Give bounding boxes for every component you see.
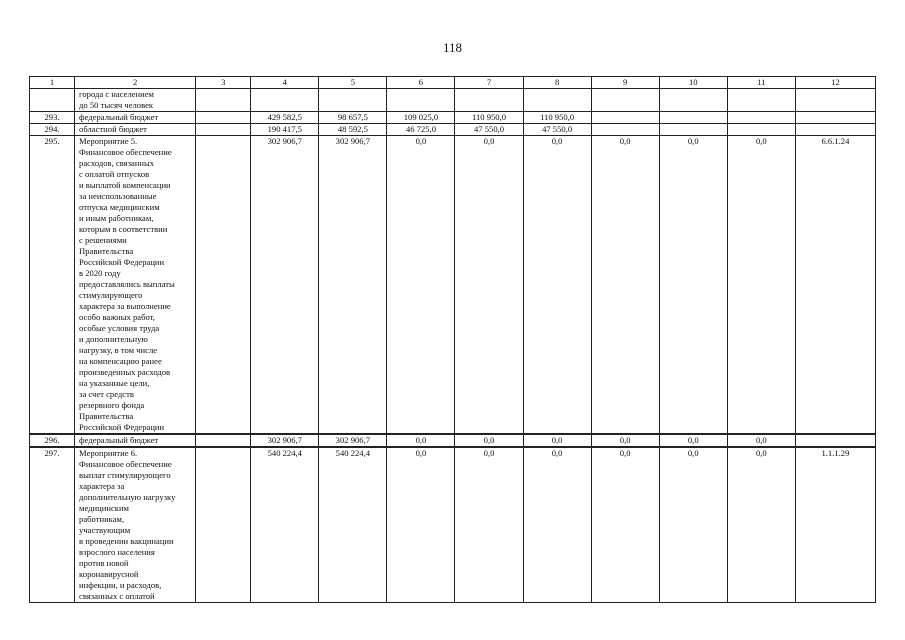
column-header: 3 [196, 77, 251, 89]
column-header: 6 [387, 77, 455, 89]
cell-col12 [795, 112, 875, 124]
cell-col8: 0,0 [523, 136, 591, 435]
table-row [30, 434, 876, 447]
cell-col8: 0,0 [523, 447, 591, 603]
row-description: Мероприятие 6. Финансовое обеспечение выплат стимулирующего характера за дополнительную нагрузку медицинским работникам, участвующим в проведении вакцинации взрослого населения против новой коронавирусной инфекции, и расходов, связанных с оплатой [75, 447, 196, 603]
budget-table [29, 76, 876, 603]
row-description: областной бюджет [75, 124, 196, 136]
cell-col10 [659, 89, 727, 112]
cell-col9: 0,0 [591, 434, 659, 447]
cell-col5: 302 906,7 [319, 434, 387, 447]
cell-col5: 98 657,5 [319, 112, 387, 124]
cell-col7: 0,0 [455, 447, 523, 603]
cell-col4: 429 582,5 [251, 112, 319, 124]
cell-col5: 48 592,5 [319, 124, 387, 136]
table-row [30, 89, 876, 112]
cell-col9 [591, 89, 659, 112]
cell-col12 [795, 124, 875, 136]
cell-col8: 0,0 [523, 434, 591, 447]
row-description: города с населением до 50 тысяч человек [75, 89, 196, 112]
cell-col5 [319, 89, 387, 112]
cell-col10 [659, 124, 727, 136]
cell-col5: 302 906,7 [319, 136, 387, 435]
cell-col9: 0,0 [591, 447, 659, 603]
column-header: 11 [727, 77, 795, 89]
row-number [30, 89, 75, 112]
column-header: 10 [659, 77, 727, 89]
cell-col10 [659, 112, 727, 124]
row-number: 297. [30, 447, 75, 603]
cell-col7: 0,0 [455, 434, 523, 447]
column-header: 8 [523, 77, 591, 89]
cell-col3 [196, 136, 251, 435]
cell-col11: 0,0 [727, 136, 795, 435]
cell-col10: 0,0 [659, 434, 727, 447]
cell-col7: 110 950,0 [455, 112, 523, 124]
cell-col6: 0,0 [387, 434, 455, 447]
cell-col3 [196, 434, 251, 447]
table-row [30, 447, 876, 603]
cell-col10: 0,0 [659, 136, 727, 435]
cell-col7 [455, 89, 523, 112]
column-header: 2 [75, 77, 196, 89]
cell-col7: 47 550,0 [455, 124, 523, 136]
cell-col6: 0,0 [387, 136, 455, 435]
cell-col11 [727, 124, 795, 136]
row-description: федеральный бюджет [75, 434, 196, 447]
row-description: федеральный бюджет [75, 112, 196, 124]
column-header: 1 [30, 77, 75, 89]
cell-col4: 540 224,4 [251, 447, 319, 603]
cell-col10: 0,0 [659, 447, 727, 603]
cell-col6 [387, 89, 455, 112]
column-header: 7 [455, 77, 523, 89]
cell-col5: 540 224,4 [319, 447, 387, 603]
column-header: 4 [251, 77, 319, 89]
column-header: 12 [795, 77, 875, 89]
cell-col6: 46 725,0 [387, 124, 455, 136]
cell-col9: 0,0 [591, 136, 659, 435]
table-row [30, 124, 876, 136]
cell-col6: 0,0 [387, 447, 455, 603]
cell-col12: 1.1.1.29 [795, 447, 875, 603]
cell-col7: 0,0 [455, 136, 523, 435]
cell-col11 [727, 112, 795, 124]
cell-col4 [251, 89, 319, 112]
row-number: 293. [30, 112, 75, 124]
row-number: 295. [30, 136, 75, 435]
cell-col6: 109 025,0 [387, 112, 455, 124]
table-row [30, 136, 876, 435]
row-number: 294. [30, 124, 75, 136]
cell-col4: 302 906,7 [251, 434, 319, 447]
cell-col3 [196, 112, 251, 124]
column-header: 9 [591, 77, 659, 89]
cell-col12: 6.6.1.24 [795, 136, 875, 435]
column-header: 5 [319, 77, 387, 89]
row-description: Мероприятие 5. Финансовое обеспечение расходов, связанных с оплатой отпусков и выплатой компенсации за неиспользованные отпуска медицинским и иным работникам, которым в соответствии с решениями Правительства Российской Федерации в 2020 году предоставлялись выплаты стимулирующего характера за выполнение особо важных работ, особые условия труда и дополнительную нагрузку, в том числе на компенсацию ранее произведенных расходов на указанные цели, за счет средств резервного фонда Правительства Российской Федерации [75, 136, 196, 435]
cell-col4: 190 417,5 [251, 124, 319, 136]
page-number: 118 [442, 40, 463, 55]
header-row [30, 77, 876, 89]
table-row [30, 112, 876, 124]
cell-col4: 302 906,7 [251, 136, 319, 435]
cell-col12 [795, 89, 875, 112]
row-number: 296. [30, 434, 75, 447]
cell-col8: 47 550,0 [523, 124, 591, 136]
cell-col3 [196, 124, 251, 136]
cell-col8: 110 950,0 [523, 112, 591, 124]
cell-col8 [523, 89, 591, 112]
cell-col11 [727, 89, 795, 112]
cell-col12 [795, 434, 875, 447]
cell-col9 [591, 124, 659, 136]
cell-col3 [196, 447, 251, 603]
cell-col3 [196, 89, 251, 112]
cell-col11: 0,0 [727, 434, 795, 447]
cell-col9 [591, 112, 659, 124]
cell-col11: 0,0 [727, 447, 795, 603]
